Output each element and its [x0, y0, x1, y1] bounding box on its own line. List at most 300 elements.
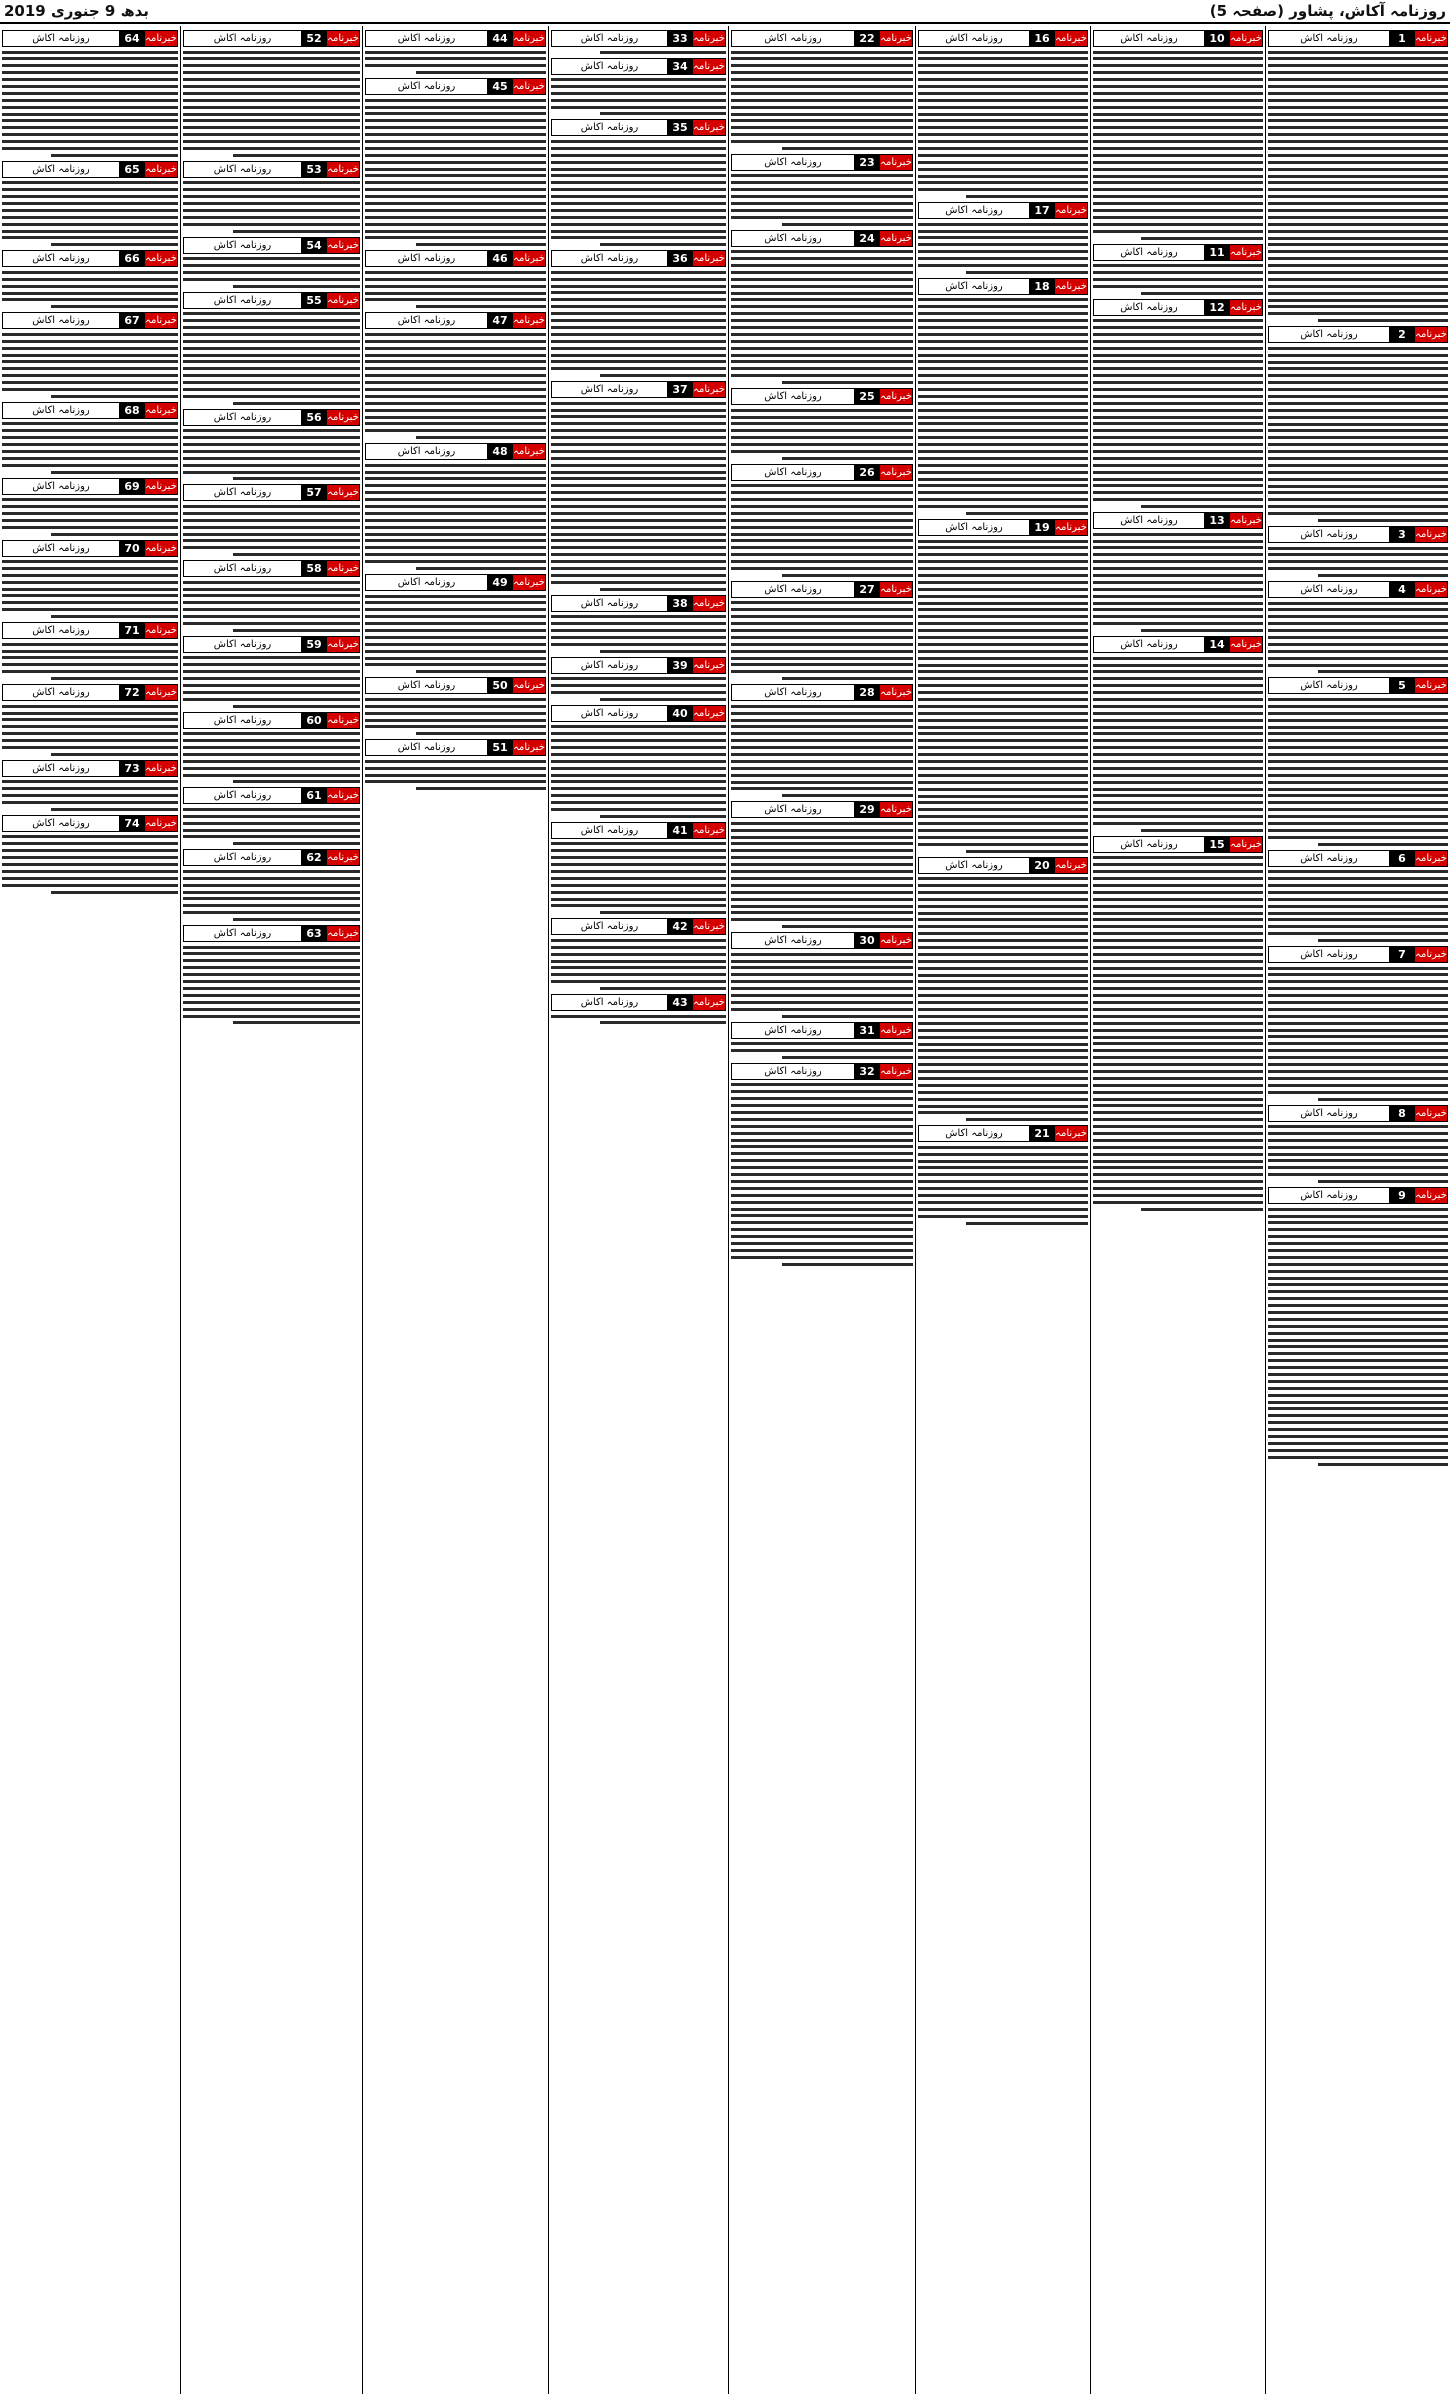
text-line [918, 932, 1088, 935]
brief-tag: خبرنامہ [1230, 246, 1262, 258]
text-line [918, 636, 1088, 639]
text-line [1268, 553, 1448, 556]
brief-label: روزنامہ اکاش [366, 251, 487, 266]
text-line [183, 691, 360, 694]
text-line [600, 911, 726, 914]
brief-number: 51 [487, 740, 513, 755]
text-line [731, 1008, 913, 1011]
text-line [1093, 1132, 1263, 1135]
text-line [782, 1056, 913, 1059]
text-line [918, 560, 1088, 563]
text-line [1268, 464, 1448, 467]
text-line [183, 202, 360, 205]
text-line [1093, 1084, 1263, 1087]
brief-label: روزنامہ اکاش [732, 685, 854, 700]
text-line [2, 209, 178, 212]
text-line [551, 457, 726, 460]
text-line [1268, 664, 1448, 667]
brief-tag: خبرنامہ [693, 921, 725, 933]
brief-header [918, 30, 1088, 47]
text-line [551, 539, 726, 542]
text-line [233, 553, 360, 556]
text-line [731, 113, 913, 116]
text-line [1093, 230, 1263, 233]
text-line [918, 464, 1088, 467]
text-line [731, 994, 913, 997]
brief-tag: خبرنامہ [1055, 522, 1087, 534]
text-line [600, 987, 726, 990]
text-line [1268, 918, 1448, 921]
text-line [1093, 106, 1263, 109]
text-line [365, 719, 546, 722]
brief-body-text [731, 1042, 913, 1059]
brief-number: 56 [301, 410, 327, 425]
text-line [365, 629, 546, 632]
text-line [183, 257, 360, 260]
brief-label: روزنامہ اکاش [184, 162, 301, 177]
text-line [1268, 1235, 1448, 1238]
text-line [365, 395, 546, 398]
text-line [731, 1090, 913, 1093]
text-line [1093, 1015, 1263, 1018]
text-line [2, 340, 178, 343]
text-line [183, 966, 360, 969]
news-brief [551, 822, 726, 914]
brief-header [1093, 299, 1263, 316]
text-line [1093, 113, 1263, 116]
text-line [2, 147, 178, 150]
text-line [365, 546, 546, 549]
brief-number: 59 [301, 637, 327, 652]
text-line [966, 512, 1088, 515]
text-line [365, 298, 546, 301]
text-line [551, 884, 726, 887]
text-line [1093, 85, 1263, 88]
text-line [918, 615, 1088, 618]
text-line [918, 877, 1088, 880]
text-line [183, 223, 360, 226]
text-line [1093, 57, 1263, 60]
text-line [551, 953, 726, 956]
text-line [1268, 829, 1448, 832]
news-brief [731, 932, 913, 1018]
text-line [365, 292, 546, 295]
text-line [1268, 967, 1448, 970]
text-line [1093, 1001, 1263, 1004]
brief-number: 52 [301, 31, 327, 46]
text-line [365, 622, 546, 625]
text-line [551, 285, 726, 288]
text-line [1093, 71, 1263, 74]
text-line [183, 615, 360, 618]
text-line [731, 429, 913, 432]
text-line [731, 416, 913, 419]
text-line [1268, 209, 1448, 212]
text-line [918, 140, 1088, 143]
brief-number: 47 [487, 313, 513, 328]
brief-number: 37 [667, 382, 693, 397]
text-line [183, 904, 360, 907]
text-line [183, 774, 360, 777]
text-line [551, 512, 726, 515]
text-line [1268, 1449, 1448, 1452]
brief-body-text [1093, 657, 1263, 832]
brief-label: روزنامہ اکاش [552, 31, 667, 46]
brief-header [551, 58, 726, 75]
brief-header [365, 78, 546, 95]
text-line [731, 1208, 913, 1211]
text-line [2, 567, 178, 570]
text-line [551, 581, 726, 584]
text-line [918, 1098, 1088, 1101]
text-line [1093, 1201, 1263, 1204]
news-column [1265, 26, 1450, 2394]
text-line [551, 898, 726, 901]
brief-label: روزنامہ اکاش [552, 823, 667, 838]
text-line [1093, 774, 1263, 777]
text-line [731, 498, 913, 501]
text-line [183, 663, 360, 666]
brief-body-text [183, 505, 360, 556]
text-line [183, 381, 360, 384]
text-line [1268, 388, 1448, 391]
brief-body-text [2, 780, 178, 811]
text-line [183, 987, 360, 990]
text-line [1268, 753, 1448, 756]
text-line [2, 512, 178, 515]
text-line [1268, 1166, 1448, 1169]
brief-body-text [1268, 51, 1448, 323]
text-line [183, 994, 360, 997]
brief-label: روزنامہ اکاش [366, 575, 487, 590]
text-line [551, 622, 726, 625]
text-line [1093, 870, 1263, 873]
text-line [1093, 953, 1263, 956]
text-line [1093, 78, 1263, 81]
brief-label: روزنامہ اکاش [732, 465, 854, 480]
news-brief [731, 581, 913, 680]
text-line [1093, 409, 1263, 412]
text-line [1093, 918, 1263, 921]
text-line [183, 147, 360, 150]
brief-number: 2 [1389, 327, 1415, 342]
text-line [1268, 264, 1448, 267]
brief-tag: خبرنامہ [1415, 529, 1447, 540]
brief-header [2, 402, 178, 419]
text-line [1093, 168, 1263, 171]
brief-header [365, 312, 546, 329]
brief-header [918, 857, 1088, 874]
brief-tag: خبرنامہ [145, 687, 177, 699]
text-line [183, 429, 360, 432]
text-line [1268, 1380, 1448, 1383]
text-line [918, 574, 1088, 577]
text-line [1318, 519, 1448, 522]
brief-label: روزنامہ اکاش [3, 541, 119, 556]
text-line [1093, 1036, 1263, 1039]
brief-header [183, 560, 360, 577]
text-line [1093, 278, 1263, 281]
text-line [551, 147, 726, 150]
text-line [918, 898, 1088, 901]
text-line [731, 781, 913, 784]
brief-body-text [551, 271, 726, 377]
brief-number: 30 [854, 933, 880, 948]
text-line [1268, 719, 1448, 722]
text-line [731, 877, 913, 880]
text-line [2, 106, 178, 109]
text-line [365, 429, 546, 432]
text-line [1268, 870, 1448, 873]
text-line [918, 1208, 1088, 1211]
text-line [1093, 912, 1263, 915]
text-line [551, 347, 726, 350]
text-line [918, 753, 1088, 756]
text-line [918, 99, 1088, 102]
text-line [918, 801, 1088, 804]
text-line [1093, 1104, 1263, 1107]
news-brief [365, 250, 546, 308]
news-brief [551, 994, 726, 1024]
text-line [1268, 794, 1448, 797]
text-line [1093, 285, 1263, 288]
text-line [2, 271, 178, 274]
text-line [731, 305, 913, 308]
text-line [1268, 423, 1448, 426]
text-line [183, 1001, 360, 1004]
text-line [51, 753, 178, 756]
text-line [1268, 354, 1448, 357]
text-line [183, 471, 360, 474]
text-line [1268, 774, 1448, 777]
brief-header [2, 815, 178, 832]
text-line [2, 519, 178, 522]
brief-label: روزنامہ اکاش [3, 313, 119, 328]
text-line [731, 533, 913, 536]
text-line [731, 491, 913, 494]
text-line [365, 230, 546, 233]
text-line [1318, 843, 1448, 846]
text-line [1268, 278, 1448, 281]
text-line [2, 870, 178, 873]
brief-body-text [365, 99, 546, 247]
text-line [731, 126, 913, 129]
text-line [918, 450, 1088, 453]
brief-header [1268, 1105, 1448, 1122]
text-line [2, 236, 178, 239]
text-line [183, 457, 360, 460]
text-line [1268, 78, 1448, 81]
brief-tag: خبرنامہ [693, 997, 725, 1009]
text-line [1268, 1407, 1448, 1410]
text-line [365, 471, 546, 474]
news-column [0, 26, 180, 2394]
text-line [1268, 1442, 1448, 1445]
text-line [365, 780, 546, 783]
text-line [731, 1249, 913, 1252]
text-line [1093, 595, 1263, 598]
brief-header [731, 30, 913, 47]
text-line [1093, 994, 1263, 997]
text-line [183, 78, 360, 81]
text-line [365, 725, 546, 728]
text-line [966, 271, 1088, 274]
text-line [1093, 719, 1263, 722]
brief-body-text [731, 174, 913, 225]
text-line [1093, 533, 1263, 536]
text-line [1093, 1008, 1263, 1011]
brief-number: 65 [119, 162, 145, 177]
text-line [183, 85, 360, 88]
news-brief [731, 684, 913, 797]
text-line [2, 849, 178, 852]
text-line [365, 161, 546, 164]
text-line [551, 546, 726, 549]
text-line [365, 601, 546, 604]
text-line [1268, 1387, 1448, 1390]
text-line [1093, 677, 1263, 680]
text-line [1093, 1153, 1263, 1156]
text-line [1268, 1159, 1448, 1162]
text-line [1268, 1228, 1448, 1231]
text-line [918, 1180, 1088, 1183]
text-line [183, 829, 360, 832]
text-line [1268, 361, 1448, 364]
text-line [1268, 1001, 1448, 1004]
brief-number: 31 [854, 1023, 880, 1038]
text-line [365, 112, 546, 115]
news-brief [551, 657, 726, 701]
text-line [1093, 1194, 1263, 1197]
text-line [1093, 388, 1263, 391]
news-brief [2, 622, 178, 680]
text-line [1093, 333, 1263, 336]
text-line [1268, 1091, 1448, 1094]
text-line [1093, 1187, 1263, 1190]
brief-label: روزنامہ اکاش [366, 678, 487, 693]
text-line [551, 354, 726, 357]
text-line [551, 312, 726, 315]
news-brief [1093, 299, 1263, 509]
brief-tag: خبرنامہ [145, 762, 177, 774]
text-line [416, 243, 546, 246]
text-line [1268, 478, 1448, 481]
text-line [2, 99, 178, 102]
text-line [918, 905, 1088, 908]
brief-number: 15 [1204, 837, 1230, 852]
text-line [1268, 1311, 1448, 1314]
text-line [183, 340, 360, 343]
text-line [183, 767, 360, 770]
text-line [551, 526, 726, 529]
brief-tag: خبرنامہ [513, 315, 545, 327]
text-line [2, 884, 178, 887]
text-line [1268, 1132, 1448, 1135]
text-line [51, 808, 178, 811]
brief-label: روزنامہ اکاش [3, 403, 119, 418]
text-line [918, 788, 1088, 791]
text-line [731, 1125, 913, 1128]
brief-body-text [731, 601, 913, 680]
text-line [365, 133, 546, 136]
text-line [731, 553, 913, 556]
text-line [183, 181, 360, 184]
text-line [551, 161, 726, 164]
text-line [918, 1201, 1088, 1204]
text-line [1093, 691, 1263, 694]
text-line [2, 835, 178, 838]
text-line [365, 498, 546, 501]
text-line [365, 663, 546, 666]
text-line [1093, 974, 1263, 977]
text-line [1268, 1277, 1448, 1280]
text-line [183, 808, 360, 811]
brief-tag: خبرنامہ [693, 33, 725, 44]
text-line [2, 718, 178, 721]
news-brief [1093, 30, 1263, 240]
text-line [2, 202, 178, 205]
news-brief [731, 388, 913, 460]
text-line [918, 443, 1088, 446]
text-line [1268, 140, 1448, 143]
text-line [918, 106, 1088, 109]
text-line [918, 1001, 1088, 1004]
text-line [1268, 237, 1448, 240]
text-line [918, 147, 1088, 150]
text-line [1268, 1056, 1448, 1059]
text-line [918, 1036, 1088, 1039]
text-line [918, 422, 1088, 425]
text-line [365, 636, 546, 639]
text-line [183, 264, 360, 267]
text-line [918, 974, 1088, 977]
text-line [1093, 898, 1263, 901]
text-line [918, 677, 1088, 680]
text-line [1093, 1091, 1263, 1094]
text-line [731, 354, 913, 357]
text-line [2, 705, 178, 708]
text-line [1093, 939, 1263, 942]
news-brief [1268, 677, 1448, 845]
brief-header [365, 574, 546, 591]
text-line [1093, 264, 1263, 267]
text-line [183, 119, 360, 122]
text-line [1141, 237, 1263, 240]
brief-tag: خبرنامہ [880, 466, 912, 478]
text-line [918, 774, 1088, 777]
brief-body-text [2, 705, 178, 756]
brief-label: روزنامہ اکاش [552, 59, 667, 74]
text-line [365, 760, 546, 763]
text-line [365, 174, 546, 177]
text-line [918, 85, 1088, 88]
text-line [1093, 670, 1263, 673]
text-line [2, 498, 178, 501]
brief-label: روزنامہ اکاش [552, 596, 667, 611]
text-line [551, 291, 726, 294]
text-line [918, 498, 1088, 501]
text-line [1268, 1256, 1448, 1259]
text-line [1093, 354, 1263, 357]
text-line [918, 843, 1088, 846]
brief-label: روزنامہ اکاش [732, 155, 854, 170]
brief-body-text [918, 877, 1088, 1121]
text-line [1093, 126, 1263, 129]
text-line [2, 746, 178, 749]
text-line [551, 298, 726, 301]
text-line [183, 1008, 360, 1011]
text-line [918, 815, 1088, 818]
